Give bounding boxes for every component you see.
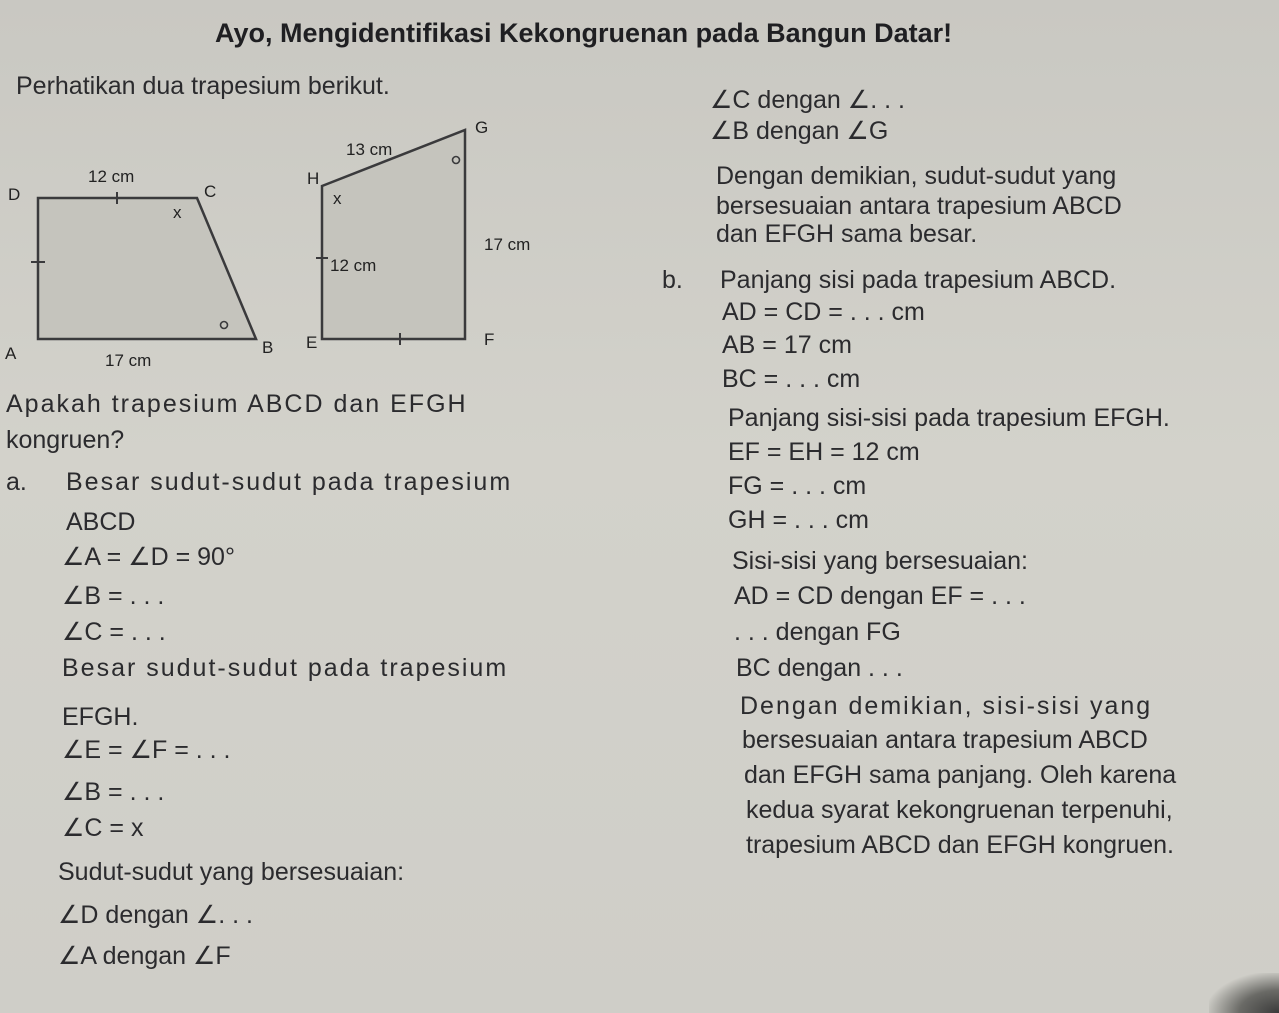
abcd-angle-a-d: ∠A = ∠D = 90°: [62, 543, 235, 571]
side-correspondence-heading: Sisi-sisi yang bersesuaian:: [732, 547, 1028, 575]
side-hg-length: 13 cm: [346, 140, 393, 159]
side-conclusion-4: kedua syarat kekongruenan terpenuhi,: [746, 796, 1173, 824]
side-conclusion-3: dan EFGH sama panjang. Oleh karena: [744, 761, 1177, 789]
efgh-angle-c: ∠C = x: [62, 814, 144, 842]
vertex-a-label: A: [5, 344, 17, 363]
part-b-heading: Panjang sisi pada trapesium ABCD.: [720, 266, 1117, 294]
side-dc-length: 12 cm: [88, 167, 135, 186]
angle-correspondence-heading: Sudut-sudut yang bersesuaian:: [58, 858, 405, 886]
side-conclusion-2: bersesuaian antara trapesium ABCD: [742, 726, 1148, 754]
side-pair-bc: BC dengan . . .: [736, 654, 903, 682]
vertex-b-label: B: [262, 338, 274, 357]
abcd-side-ab: AB = 17 cm: [722, 331, 852, 359]
part-a-heading-2b: EFGH.: [62, 703, 139, 731]
vertex-d-label: D: [8, 185, 21, 204]
part-a-heading-2: Besar sudut-sudut pada trapesium: [62, 654, 509, 682]
question-line-1: Apakah trapesium ABCD dan EFGH: [6, 390, 468, 418]
angle-pair-d: ∠D dengan ∠. . .: [58, 901, 253, 929]
intro-text: Perhatikan dua trapesium berikut.: [16, 72, 390, 100]
vertex-g-label: G: [475, 118, 489, 137]
angle-c-x-label: x: [173, 203, 182, 222]
abcd-angle-b: ∠B = . . .: [62, 582, 165, 610]
part-a-heading-1: Besar sudut-sudut pada trapesium: [66, 468, 513, 496]
angle-conclusion-3: dan EFGH sama besar.: [716, 220, 978, 248]
page-shadow: [1209, 973, 1279, 1013]
side-pair-ad: AD = CD dengan EF = . . .: [734, 582, 1026, 610]
vertex-c-label: C: [204, 182, 217, 201]
efgh-side-ef-eh: EF = EH = 12 cm: [728, 438, 920, 466]
abcd-side-ad-cd: AD = CD = . . . cm: [722, 298, 925, 326]
abcd-angle-c: ∠C = . . .: [62, 618, 166, 646]
side-conclusion-5: trapesium ABCD dan EFGH kongruen.: [746, 831, 1174, 859]
part-b-marker: b.: [662, 266, 683, 294]
abcd-side-bc: BC = . . . cm: [722, 365, 861, 393]
efgh-sides-heading: Panjang sisi-sisi pada trapesium EFGH.: [728, 404, 1170, 432]
angle-pair-a: ∠A dengan ∠F: [58, 942, 231, 970]
efgh-side-fg: FG = . . . cm: [728, 472, 867, 500]
page-title: Ayo, Mengidentifikasi Kekongruenan pada Bangun Datar!: [215, 18, 953, 48]
side-gf-length: 17 cm: [484, 235, 531, 254]
question-line-2: kongruen?: [6, 426, 125, 454]
efgh-side-gh: GH = . . . cm: [728, 506, 869, 534]
side-pair-fg: . . . dengan FG: [734, 618, 901, 646]
angle-pair-b: ∠B dengan ∠G: [710, 117, 889, 145]
vertex-h-label: H: [307, 169, 320, 188]
trapezoid-efgh: [322, 130, 465, 339]
angle-conclusion-1: Dengan demikian, sudut-sudut yang: [716, 162, 1117, 190]
side-conclusion-1: Dengan demikian, sisi-sisi yang: [740, 692, 1153, 720]
efgh-angle-b: ∠B = . . .: [62, 778, 165, 806]
trapezoid-abcd: [38, 198, 256, 339]
side-ab-length: 17 cm: [105, 351, 152, 370]
angle-pair-c: ∠C dengan ∠. . .: [710, 86, 905, 114]
angle-conclusion-2: bersesuaian antara trapesium ABCD: [716, 192, 1122, 220]
angle-h-x-label: x: [333, 189, 342, 208]
vertex-e-label: E: [306, 333, 318, 352]
side-he-length: 12 cm: [330, 256, 377, 275]
part-a-heading-1b: ABCD: [66, 508, 136, 536]
vertex-f-label: F: [484, 330, 495, 349]
efgh-angle-e-f: ∠E = ∠F = . . .: [62, 736, 231, 764]
part-a-marker: a.: [6, 468, 27, 496]
